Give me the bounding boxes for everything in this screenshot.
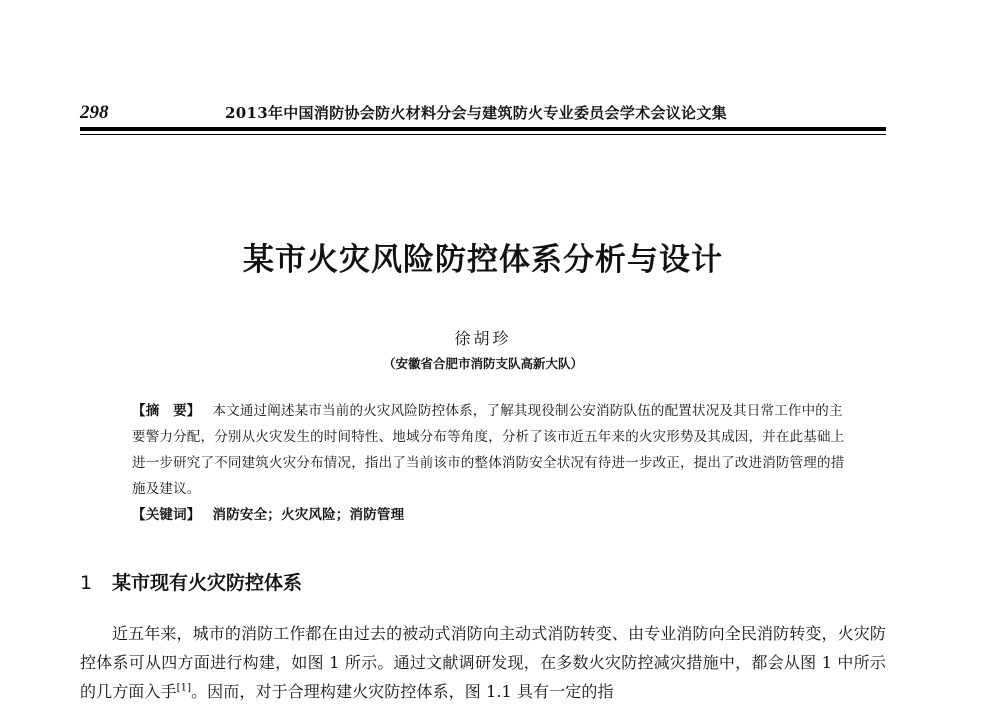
section-title: 某市现有火灾防控体系 bbox=[112, 572, 303, 594]
section-body bbox=[80, 619, 886, 706]
header-rule-thin bbox=[80, 134, 886, 135]
keywords-text: 消防安全；火灾风险；消防管理 bbox=[212, 507, 405, 523]
abstract-paragraph bbox=[132, 398, 848, 502]
section-number: 1 bbox=[80, 572, 93, 594]
header-rule-thick bbox=[80, 127, 886, 131]
abstract-text: 本文通过阐述某市当前的火灾风险防控体系，了解其现役制公安消防队伍的配置状况及其日常工作中的主要警力分配，分别从火灾发生的时间特性、地域分布等角度，分析了该市近五年来的火灾形势及其成因，并在此基础上进一步研究了不同建筑火灾分布情况，指出了当前该市的整体消防安全状况有待进一步改正，提出了改进消防管理的措施及建议。 bbox=[132, 403, 845, 497]
running-header bbox=[80, 101, 886, 125]
body-text-part2: 。因而，对于合理构建火灾防控体系，图 1.1 具有一定的指 bbox=[191, 682, 614, 701]
author-name: 徐胡珍 bbox=[454, 329, 512, 348]
article-title: 某市火灾风险防控体系分析与设计 bbox=[243, 242, 723, 278]
proceedings-title: 2013年中国消防协会防火材料分会与建筑防火专业委员会学术会议论文集 bbox=[225, 104, 727, 122]
author-affiliation: （安徽省合肥市消防支队高新大队） bbox=[382, 356, 583, 371]
body-text-part1: 近五年来，城市的消防工作都在由过去的被动式消防向主动式消防转变、由专业消防向全民消防转变，火灾防控体系可从四方面进行构建，如图 1 所示。通过文献调研发现，在多数火灾防控减灾措施中，都会从图 1 中所示的几方面入手 bbox=[80, 624, 886, 701]
abstract-block bbox=[132, 398, 848, 528]
section-heading bbox=[80, 570, 302, 596]
body-paragraph bbox=[80, 619, 886, 706]
page-number: 298 bbox=[80, 102, 109, 123]
keywords-paragraph bbox=[132, 502, 848, 528]
abstract-label: 【摘 要】 bbox=[132, 403, 201, 419]
keywords-label: 【关键词】 bbox=[132, 507, 201, 523]
citation-ref: [1] bbox=[176, 682, 192, 694]
